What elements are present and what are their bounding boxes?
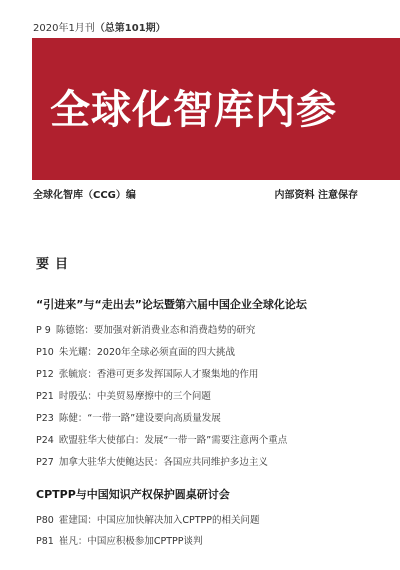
item-page: P10 [36,347,54,358]
list-item [36,322,255,336]
item-page: P80 [36,515,54,526]
item-page: P21 [36,391,54,402]
item-text: 陈健：“一带一路”建设要向高质量发展 [58,413,221,424]
list-item [36,432,287,446]
item-text: 时殷弘：中美贸易摩擦中的三个问题 [58,391,211,402]
section-title-forum: “引进来”与“走出去”论坛暨第六届中国企业全球化论坛 [36,298,307,311]
list-item [36,454,268,468]
list-item [36,533,202,547]
item-page: P23 [36,413,54,424]
title-banner [32,38,400,180]
list-item [36,344,235,358]
item-text: 加拿大驻华大使鲍达民：各国应共同维护多边主义 [58,457,268,468]
list-item [36,388,211,402]
list-item [36,410,221,424]
issue-date: 2020年1月刊 [33,23,95,34]
item-text: 霍建国：中国应加快解决加入CPTPP的相关问题 [58,515,260,526]
item-page: P 9 [36,325,51,336]
issue-number: （总第101期） [94,23,166,34]
publication-title: 全球化智库内参 [50,87,337,133]
item-text: 崔凡：中国应积极参加CPTPP谈判 [58,536,203,547]
item-text: 张毓宸：香港可更多发挥国际人才聚集地的作用 [58,369,259,380]
contents-heading: 要目 [36,257,75,272]
list-item [36,366,258,380]
item-text: 陈德铭：要加强对新消费业态和消费趋势的研究 [55,325,256,336]
item-page: P27 [36,457,54,468]
issue-line [33,19,166,34]
item-page: P12 [36,369,54,380]
item-text: 朱光耀：2020年全球必须直面的四大挑战 [58,347,236,358]
item-page: P24 [36,435,54,446]
section-title-cptpp: CPTPP与中国知识产权保护圆桌研讨会 [36,488,230,501]
list-item [36,512,259,526]
item-text: 欧盟驻华大使郁白：发展“一带一路”需要注意两个重点 [58,435,288,446]
internal-note: 内部资料 注意保存 [274,190,358,201]
publisher-line: 全球化智库（CCG）编 [33,190,136,201]
item-page: P81 [36,536,54,547]
